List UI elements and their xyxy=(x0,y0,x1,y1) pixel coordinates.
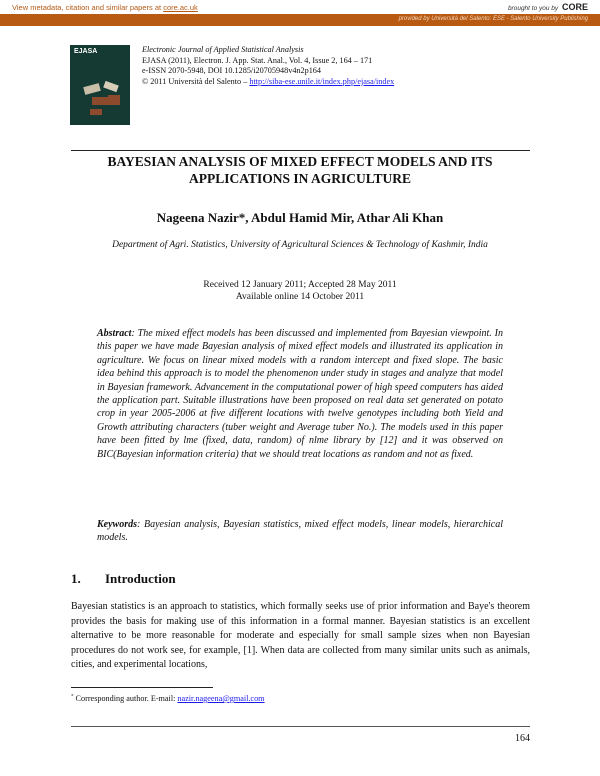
abstract-text: : The mixed effect models has been discussed and implemented from Bayesian viewpoint. In this paper we have made Bayesian analysis of mixed effect models and illustrated its application in agriculture. We focus on linear mixed models with a random intercept and fixed slope. The basic idea behind this approach is to model the phenomenon under study in stages and analyze that model in Bayesian framework. Advancement in the computational power of high speed computers has aided the application part. Suitable illustrations have been proposed on real data set generated on potato crop in year 2005-2006 at five different locations with twelve genotypes including both Yield and Growth attributing characters (tuber weight and Average tuber No.). The models used in this paper have been fitted by lme (fixed, data, random) of nlme library by [12] and it was observed on BIC(Bayesian information criteria) that we should treat locations as random and not as fixed. xyxy=(97,328,503,460)
provider-text: provided by Università del Salento: ESE - Salento University Publishing xyxy=(398,16,588,22)
authors: Nageena Nazir*, Abdul Hamid Mir, Athar Ali Khan xyxy=(156,210,444,225)
core-banner xyxy=(0,0,600,14)
journal-citation: EJASA (2011), Electron. J. App. Stat. Anal., Vol. 4, Issue 2, 164 – 171 xyxy=(142,55,373,65)
journal-name: Electronic Journal of Applied Statistical Analysis xyxy=(142,45,304,54)
received-accepted: Received 12 January 2011; Accepted 28 May 2011 xyxy=(203,280,397,290)
section-number: 1. xyxy=(71,571,81,586)
available-online: Available online 14 October 2011 xyxy=(235,292,365,302)
author-email-link[interactable]: nazir.nageena@gmail.com xyxy=(177,694,265,703)
affiliation: Department of Agri. Statistics, University of Agricultural Sciences & Technology of Kashmir, India xyxy=(112,240,488,250)
footnote-divider xyxy=(71,687,213,688)
journal-copyright: © 2011 Università del Salento – http://siba-ese.unile.it/index.php/ejasa/index xyxy=(142,76,395,86)
journal-cover-image: EJASA xyxy=(70,45,130,125)
keywords xyxy=(97,518,503,545)
core-link[interactable]: core.ac.uk xyxy=(163,3,198,12)
core-provider-bar xyxy=(0,14,600,26)
paper-title: BAYESIAN ANALYSIS OF MIXED EFFECT MODELS AND ITS APPLICATIONS IN AGRICULTURE xyxy=(107,154,493,186)
journal-issn-doi: e-ISSN 2070-5948, DOI 10.1285/i20705948v4n2p164 xyxy=(142,66,321,75)
header-divider xyxy=(71,150,530,151)
footer-divider xyxy=(71,726,530,727)
core-logo: CORE xyxy=(561,2,588,12)
keywords-text: : Bayesian analysis, Bayesian statistics, mixed effect models, linear models, hierarchical models. xyxy=(97,519,503,544)
journal-url-link[interactable]: http://siba-ese.unile.it/index.php/ejasa/index xyxy=(249,76,395,86)
footnote: * Corresponding author. E-mail: nazir.nageena@gmail.com xyxy=(71,694,265,703)
section-title: Introduction xyxy=(105,571,176,586)
section-heading xyxy=(71,571,176,587)
core-metadata-text: View metadata, citation and similar papers at core.ac.uk xyxy=(12,3,198,12)
abstract xyxy=(97,327,503,461)
keywords-label: Keywords xyxy=(97,519,137,530)
intro-paragraph: Bayesian statistics is an approach to statistics, which formally seeks use of prior information and Baye's theorem provides the basis for making use of this information in a formal manner. Bayesian statistics is an excellent alternative to be more reasonable for moderate and especially for small sample sizes when non Bayesian procedures do not work see, for example, [1]. When data are collected from many similar units such as animals, cities, and experimental locations, xyxy=(71,601,530,671)
page-number: 164 xyxy=(515,733,530,744)
core-brand[interactable]: brought to you by CORE xyxy=(507,2,588,12)
abstract-label: Abstract xyxy=(97,328,132,339)
journal-info xyxy=(142,45,394,87)
publication-dates xyxy=(60,279,540,303)
